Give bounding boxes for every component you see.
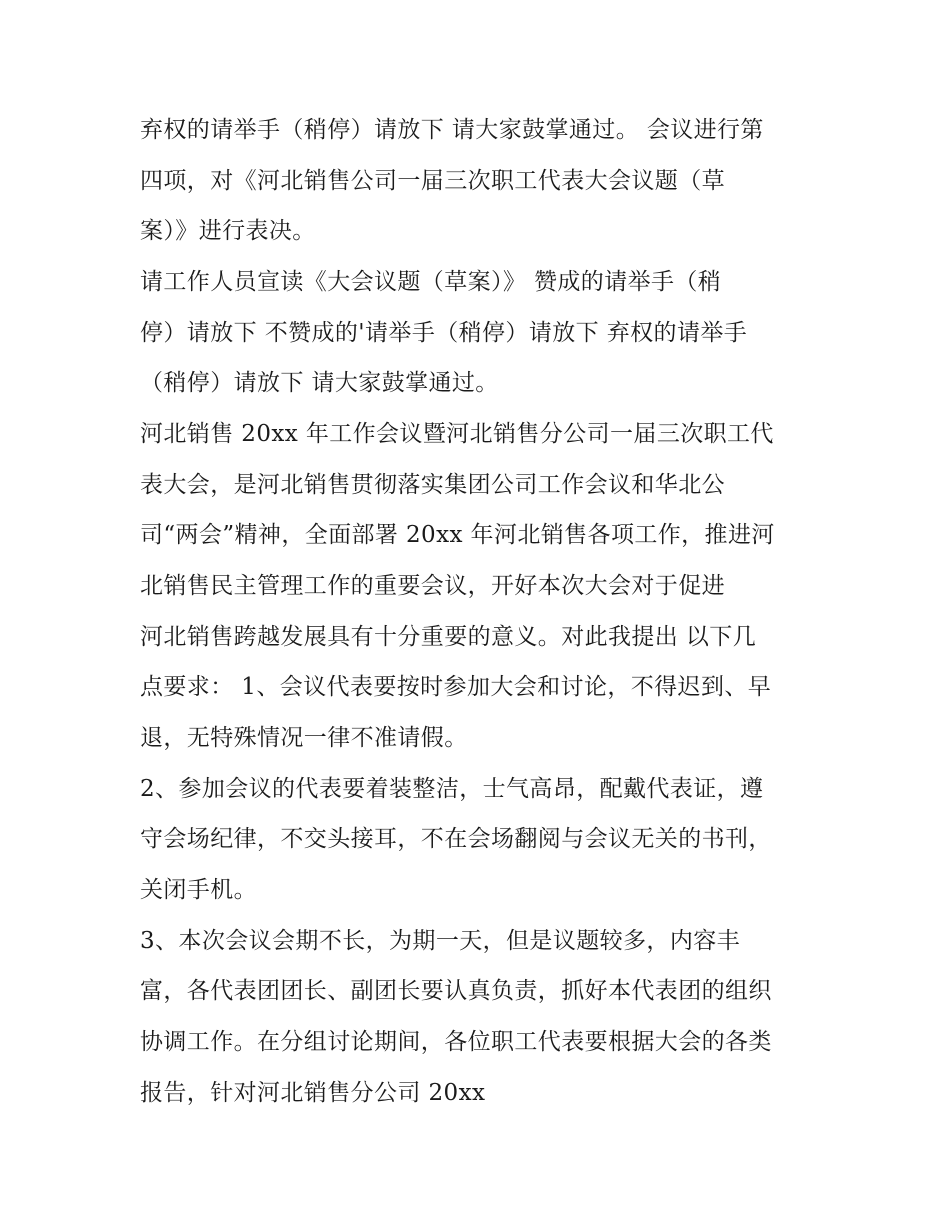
text-line: 请工作人员宣读《大会议题（草案）》 赞成的请举手（稍: [140, 269, 722, 295]
text-line: 协调工作。在分组讨论期间，各位职工代表要根据大会的各类: [140, 1029, 772, 1055]
text-line: （稍停）请放下 请大家鼓掌通过。: [140, 370, 499, 396]
text-line: 河北销售跨越发展具有十分重要的意义。对此我提出 以下几: [140, 624, 757, 650]
text-line: 表大会，是河北销售贯彻落实集团公司工作会议和华北公: [140, 472, 725, 498]
text-line: 富，各代表团团长、副团长要认真负责，抓好本代表团的组织: [140, 978, 772, 1004]
text-line: 2、参加会议的代表要着装整洁，士气高昂，配戴代表证，遵: [140, 776, 764, 802]
text-line: 弃权的请举手（稍停）请放下 请大家鼓掌通过。 会议进行第: [140, 117, 764, 143]
text-line: 3、本次会议会期不长，为期一天，但是议题较多，内容丰: [140, 928, 741, 954]
text-line: 报告，针对河北销售分公司 20xx: [140, 1080, 486, 1106]
text-line: 停）请放下 不赞成的'请举手（稍停）请放下 弃权的请举手: [140, 320, 748, 346]
text-line: 点要求： 1、会议代表要按时参加大会和讨论，不得迟到、早: [140, 674, 772, 700]
text-line: 河北销售 20xx 年工作会议暨河北销售分公司一届三次职工代: [140, 421, 774, 447]
text-line: 守会场纪律，不交头接耳，不在会场翻阅与会议无关的书刊，: [140, 826, 772, 852]
text-line: 退，无特殊情况一律不准请假。: [140, 725, 468, 751]
text-line: 关闭手机。: [140, 877, 257, 903]
text-line: 四项，对《河北销售公司一届三次职工代表大会议题（草: [140, 168, 725, 194]
text-line: 案）》进行表决。: [140, 218, 316, 244]
text-line: 北销售民主管理工作的重要会议，开好本次大会对于促进: [140, 573, 725, 599]
text-line: 司“两会”精神，全面部署 20xx 年河北销售各项工作，推进河: [140, 522, 775, 548]
